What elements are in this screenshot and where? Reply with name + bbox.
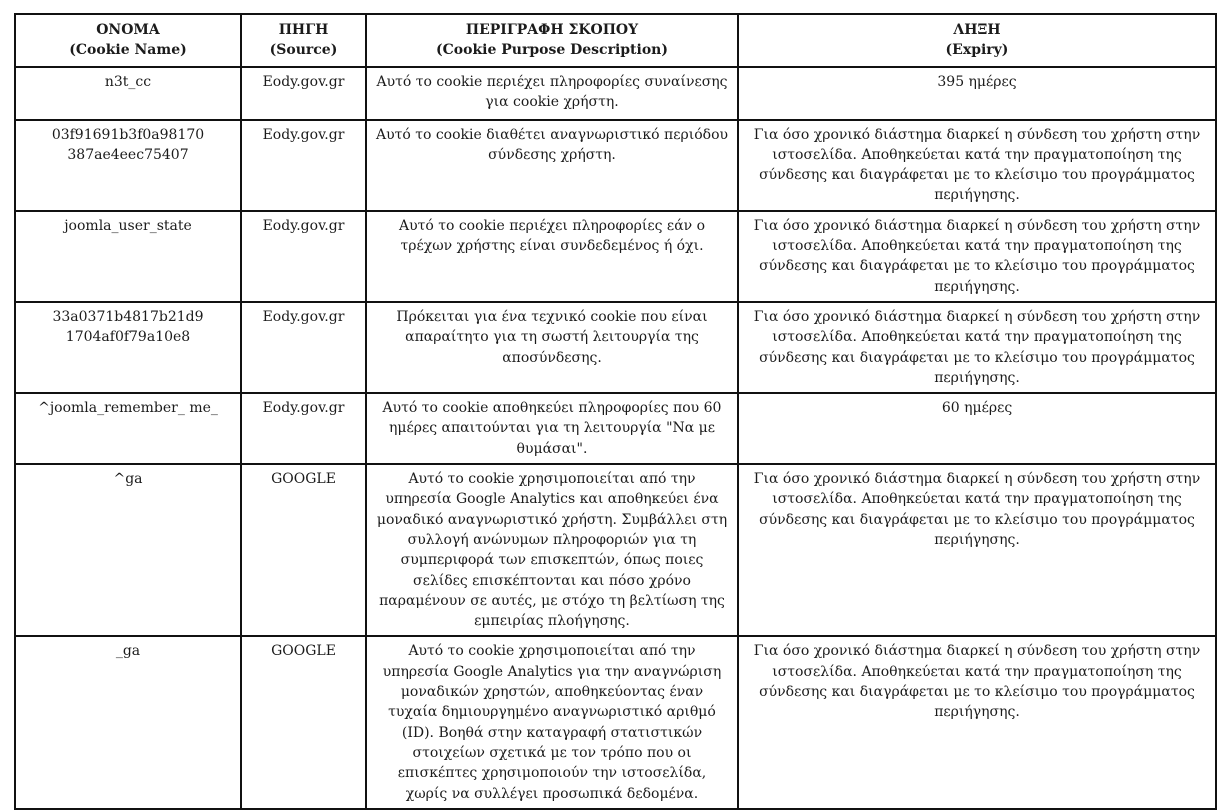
cell-expiry: Για όσο χρονικό διάστημα διαρκεί η σύνδεση του χρήστη στην ιστοσελίδα. Αποθηκεύεται κατά την πραγματοποίηση της σύνδεσης και διαγράφεται με το κλείσιμο του προγράμματος περιήγησης. (738, 464, 1216, 636)
header-label-en: (Source) (269, 42, 338, 59)
header-row (15, 14, 1216, 67)
header-cell-expiry (738, 14, 1216, 67)
cell-expiry: Για όσο χρονικό διάστημα διαρκεί η σύνδεση του χρήστη στην ιστοσελίδα. Αποθηκεύεται κατά την πραγματοποίηση της σύνδεσης και διαγράφεται με το κλείσιμο του προγράμματος περιήγησης. (738, 636, 1216, 808)
cell-expiry: Για όσο χρονικό διάστημα διαρκεί η σύνδεση του χρήστη στην ιστοσελίδα. Αποθηκεύεται κατά την πραγματοποίηση της σύνδεσης και διαγράφεται με το κλείσιμο του προγράμματος περιήγησης. (738, 120, 1216, 211)
cell-cookie-name: ^joomla_remember_ me_ (15, 393, 241, 464)
header-label-el: ΛΗΞΗ (953, 22, 1001, 38)
header-label-en: (Cookie Purpose Description) (436, 42, 668, 59)
cell-cookie-name: joomla_user_state (15, 211, 241, 302)
cell-purpose: Αυτό το cookie χρησιμοποιείται από την υπηρεσία Google Analytics για την αναγνώριση μοναδικών χρηστών, αποθηκεύοντας έναν τυχαία δημιουργημένο αναγνωριστικό αριθμό (ID). Βοηθά στην καταγραφή στατιστικών στοιχείων σχετικά με τον τρόπο που οι επισκέπτες χρησιμοποιούν την ιστοσελίδα, χωρίς να συλλέγει προσωπικά δεδομένα. (366, 636, 738, 808)
header-cell-cookie-name (15, 14, 241, 67)
header-label-en: (Expiry) (945, 42, 1009, 59)
cell-source: Eody.gov.gr (241, 67, 366, 120)
cell-purpose: Αυτό το cookie αποθηκεύει πληροφορίες που 60 ημέρες απαιτούνται για τη λειτουργία "Να με θυμάσαι". (366, 393, 738, 464)
header-cell-source (241, 14, 366, 67)
header-label-el: ΠΗΓΗ (278, 22, 329, 38)
cell-purpose: Αυτό το cookie χρησιμοποιείται από την υπηρεσία Google Analytics και αποθηκεύει ένα μοναδικό αναγνωριστικό χρήστη. Συμβάλλει στη συλλογή ανώνυμων πληροφοριών για τη συμπεριφορά των επισκεπτών, όπως ποιες σελίδες επισκέπτονται και πόσο χρόνο παραμένουν σε αυτές, με στόχο τη βελτίωση της εμπειρίας πλοήγησης. (366, 464, 738, 636)
cell-source: Eody.gov.gr (241, 120, 366, 211)
cookie-table-header (15, 14, 1216, 67)
cell-cookie-name: n3t_cc (15, 67, 241, 120)
cell-cookie-name: _ga (15, 636, 241, 808)
table-row (15, 211, 1216, 302)
table-row (15, 67, 1216, 120)
header-label-en: (Cookie Name) (69, 42, 187, 59)
table-row (15, 393, 1216, 464)
cookie-table-body (15, 67, 1216, 809)
cell-cookie-name: 33a0371b4817b21d9 1704af0f79a10e8 (15, 302, 241, 393)
cell-purpose: Αυτό το cookie περιέχει πληροφορίες εάν ο τρέχων χρήστης είναι συνδεδεμένος ή όχι. (366, 211, 738, 302)
table-row (15, 464, 1216, 636)
cell-expiry: Για όσο χρονικό διάστημα διαρκεί η σύνδεση του χρήστη στην ιστοσελίδα. Αποθηκεύεται κατά την πραγματοποίηση της σύνδεσης και διαγράφεται με το κλείσιμο του προγράμματος περιήγησης. (738, 211, 1216, 302)
cell-cookie-name: ^ga (15, 464, 241, 636)
cell-purpose: Αυτό το cookie διαθέτει αναγνωριστικό περιόδου σύνδεσης χρήστη. (366, 120, 738, 211)
cell-expiry: 60 ημέρες (738, 393, 1216, 464)
table-row (15, 636, 1216, 808)
cell-source: Eody.gov.gr (241, 393, 366, 464)
header-cell-purpose (366, 14, 738, 67)
cell-cookie-name: 03f91691b3f0a98170 387ae4eec75407 (15, 120, 241, 211)
cell-purpose: Αυτό το cookie περιέχει πληροφορίες συναίνεσης για cookie χρήστη. (366, 67, 738, 120)
table-row (15, 302, 1216, 393)
cell-source: GOOGLE (241, 636, 366, 808)
cell-expiry: Για όσο χρονικό διάστημα διαρκεί η σύνδεση του χρήστη στην ιστοσελίδα. Αποθηκεύεται κατά την πραγματοποίηση της σύνδεσης και διαγράφεται με το κλείσιμο του προγράμματος περιήγησης. (738, 302, 1216, 393)
header-label-el: ΟΝΟΜΑ (96, 22, 160, 38)
cookie-table (14, 13, 1217, 810)
cell-source: Eody.gov.gr (241, 302, 366, 393)
cell-purpose: Πρόκειται για ένα τεχνικό cookie που είναι απαραίτητο για τη σωστή λειτουργία της αποσύνδεσης. (366, 302, 738, 393)
cell-source: GOOGLE (241, 464, 366, 636)
table-row (15, 120, 1216, 211)
cell-source: Eody.gov.gr (241, 211, 366, 302)
header-label-el: ΠΕΡΙΓΡΑΦΗ ΣΚΟΠΟΥ (465, 22, 639, 38)
cell-expiry: 395 ημέρες (738, 67, 1216, 120)
